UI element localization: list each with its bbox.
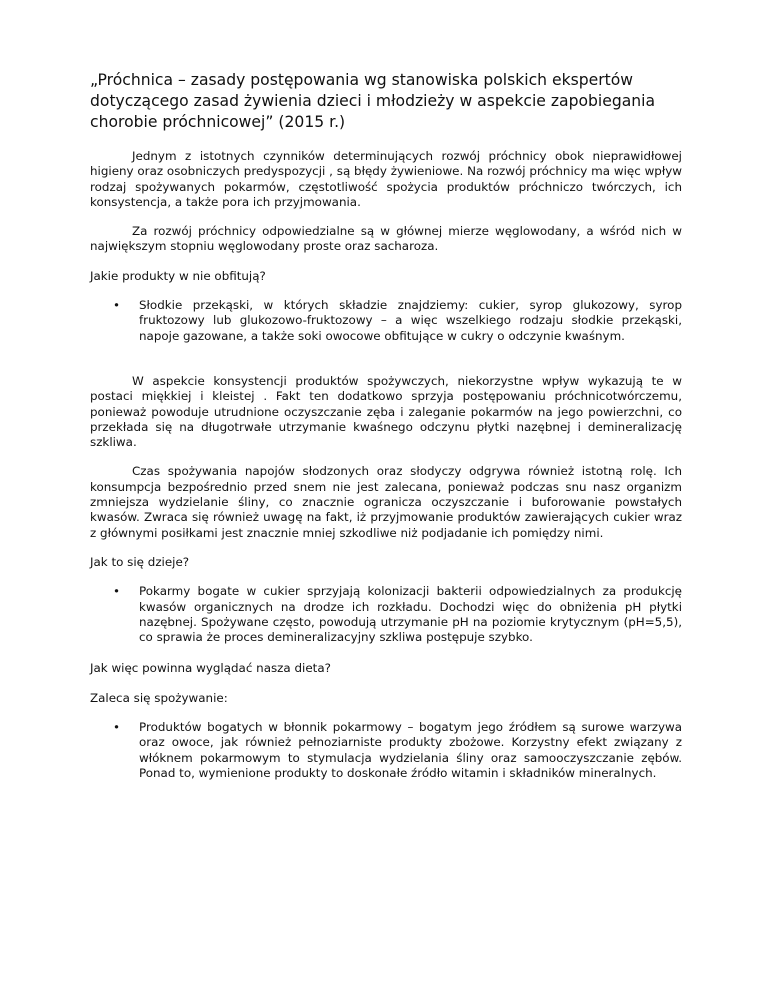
recommendation-heading: Zaleca się spożywanie: [90,690,228,705]
list-item [90,298,682,344]
list-item [90,720,682,781]
question-diet: Jak więc powinna wyglądać nasza dieta? [90,661,331,676]
list-item-text: Produktów bogatych w błonnik pokarmowy – bogatym jego źródłem są surowe warzywa oraz owoce, jak również pełnoziarniste produkty zbożowe. Korzystny efekt związany z włóknem pokarmowym to stymulacja wydzielania śliny oraz samooczyszczanie zębów. Ponad to, wymienione produkty to doskonałe źródło witamin i składników mineralnych. [139,720,682,780]
list-item [90,584,682,645]
document-page [90,70,682,797]
bullet-list-fiber [90,720,682,781]
bullet-list-mechanism [90,584,682,645]
list-item-text: Słodkie przekąski, w których składzie znajdziemy: cukier, syrop glukozowy, syrop fruktozowy lub glukozowo-fruktozowy – a więc wszelkiego rodzaju słodkie przekąski, napoje gazowane, a także soki owocowe obfitujące w cukry o odczynie kwaśnym. [139,298,682,343]
paragraph-carbohydrates: Za rozwój próchnicy odpowiedzialne są w głównej mierze węglowodany, a wśród nich w największym stopniu węglowodany proste oraz sacharoza. [90,224,682,254]
bullet-icon: • [113,298,121,313]
bullet-list-sweets [90,298,682,344]
question-how: Jak to się dzieje? [90,554,190,569]
document-title: „Próchnica – zasady postępowania wg stanowiska polskich ekspertów dotyczącego zasad żywienia dzieci i młodzieży w aspekcie zapobiegania chorobie próchnicowej” (2015 r.) [90,71,656,131]
bullet-icon: • [113,584,121,599]
paragraph-timing: Czas spożywania napojów słodzonych oraz słodyczy odgrywa również istotną rolę. Ich konsumpcja bezpośrednio przed snem nie jest zalecana, ponieważ podczas snu nasz organizm zmniejsza wydzielanie śliny, co znacznie ogranicza oczyszczanie i buforowanie powstałych kwasów. Zwraca się również uwagę na fakt, iż przyjmowanie produktów zawierających cukier wraz z głównymi posiłkami jest znacznie mniej szkodliwe niż podjadanie ich pomiędzy nimi. [90,464,682,540]
list-item-text: Pokarmy bogate w cukier sprzyjają kolonizacji bakterii odpowiedzialnych za produkcję kwasów organicznych na drodze ich rozkładu. Dochodzi więc do obniżenia pH płytki nazębnej. Spożywane często, powodują utrzymanie pH na poziomie krytycznym (pH=5,5), co sprawia że proces demineralizacyjny szkliwa postępuje szybko. [139,584,682,645]
question-products: Jakie produkty w nie obfitują? [90,268,266,283]
paragraph-consistency: W aspekcie konsystencji produktów spożywczych, niekorzystne wpływ wykazują te w postaci miękkiej i kleistej . Fakt ten dodatkowo sprzyja postępowaniu próchnicotwórczemu, ponieważ powoduje utrudnione oczyszczanie zęba i zaleganie pokarmów na jego powierzchni, co przekłada się na długotrwałe utrzymanie kwaśnego odczynu płytki nazębnej i demineralizację szkliwa. [90,373,682,450]
bullet-icon: • [113,720,121,735]
paragraph-causes: Jednym z istotnych czynników determinujących rozwój próchnicy obok nieprawidłowej higieny oraz osobniczych predyspozycji , są błędy żywieniowe. Na rozwój próchnicy ma więc wpływ rodzaj spożywanych pokarmów, częstotliwość spożycia produktów próchniczo twórczych, ich konsystencja, a także pora ich przyjmowania. [90,149,682,209]
